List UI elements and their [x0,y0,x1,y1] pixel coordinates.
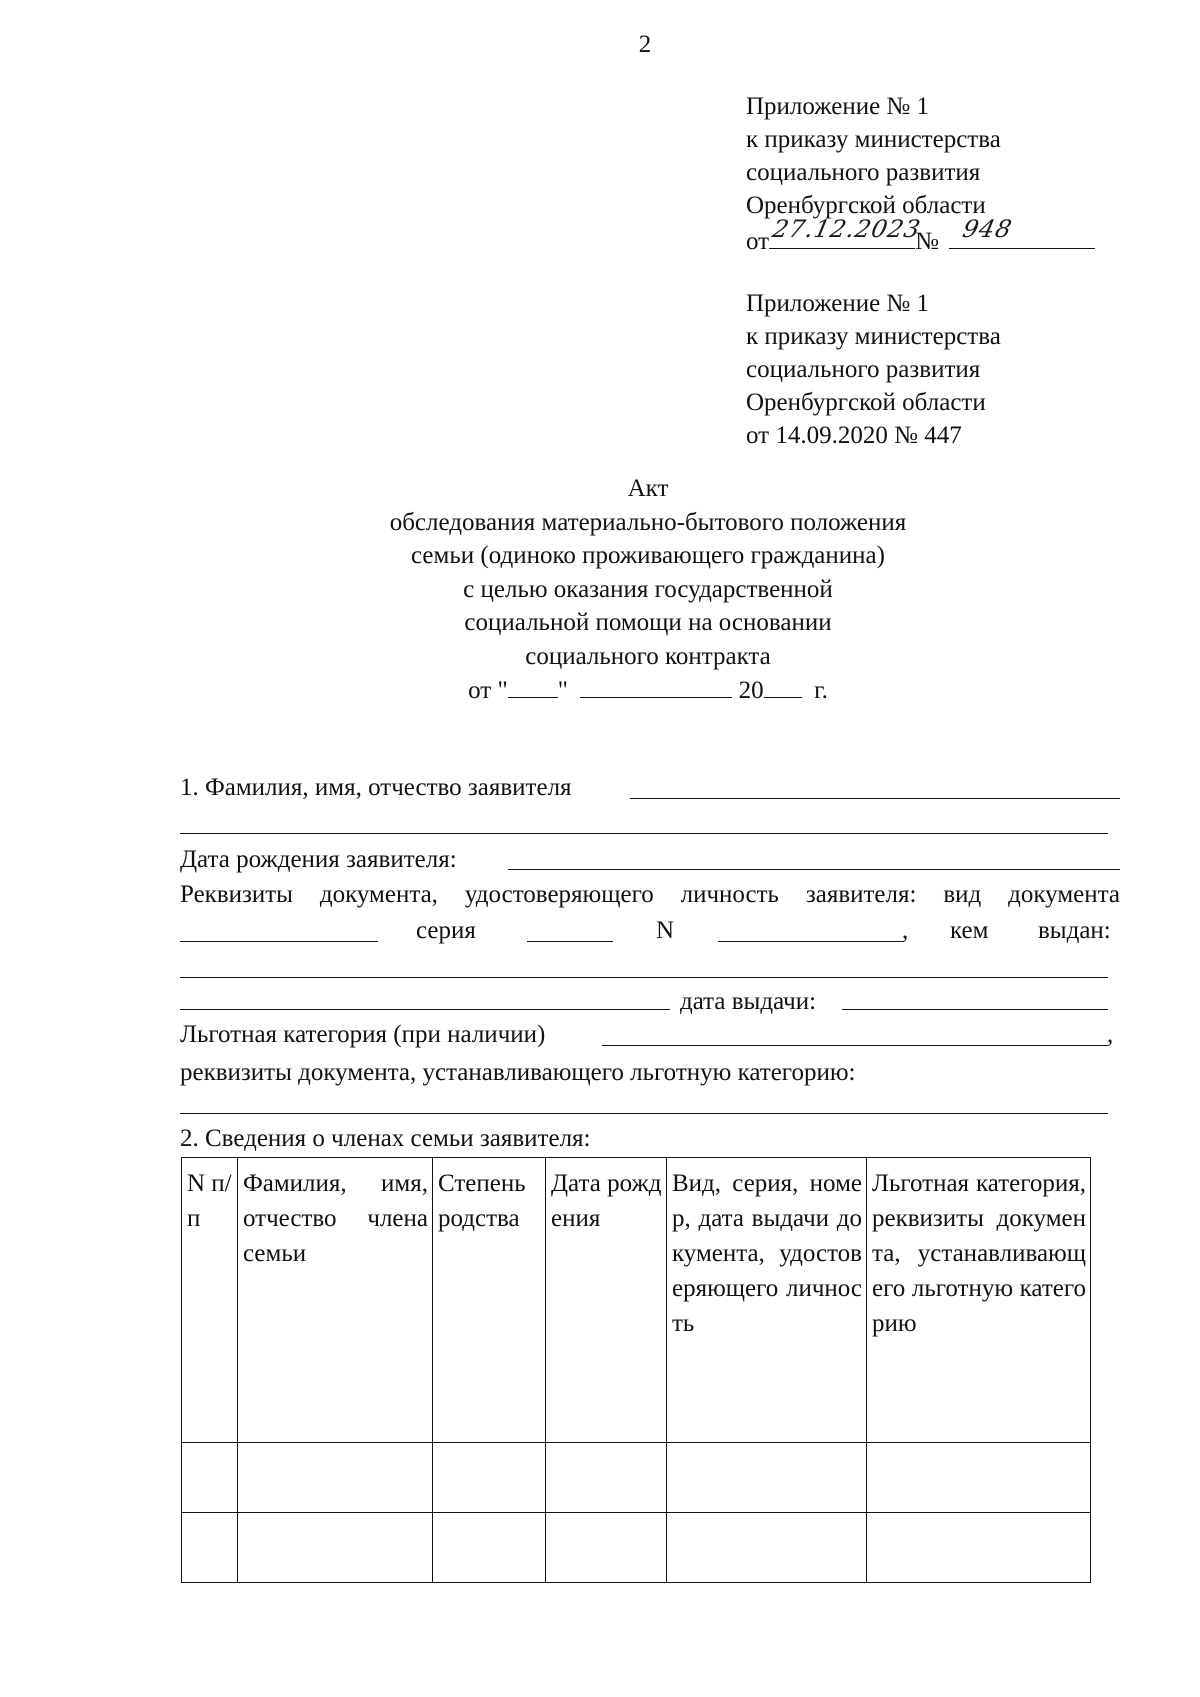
table-header-row [182,1158,1091,1443]
series-label: серия [416,917,476,944]
month-blank[interactable] [580,673,732,698]
issued-by-blank-2[interactable] [180,1009,670,1010]
fio-blank-2[interactable] [180,833,1108,834]
issued-by-blank[interactable] [180,977,1108,978]
title-line4: с целью оказания государственной [463,575,833,603]
handwritten-number: 948 [960,215,1015,243]
appendix-new-line3: социального развития [746,159,981,186]
appendix-old-line3: социального развития [746,356,981,383]
doc-label-w7: документа [1008,881,1120,908]
date-from-label: от " [468,677,508,704]
fio-blank[interactable] [630,798,1120,799]
benefit-blank[interactable] [602,1045,1108,1046]
title-line1: Акт [627,475,669,502]
doc-number-comma: , [902,917,909,944]
benefit-label: Льготная категория (при наличии) [180,1021,546,1048]
doc-number-blank[interactable] [718,941,904,942]
issue-date-label: дата выдачи: [680,988,817,1015]
appendix-old-line4: Оренбургской области [746,389,986,416]
title-line2: обследования материально-бытового положения [389,508,907,536]
page-number: 2 [638,31,652,58]
series-blank[interactable] [527,941,613,942]
table-row [182,1513,1091,1583]
appendix-old-line1: Приложение № 1 [746,290,930,317]
doc-type-blank[interactable] [180,941,378,942]
appendix-old-order [746,287,1001,452]
col-header-birth-date: Дата рождения [546,1158,667,1443]
number-label: N [656,917,675,944]
table-cell[interactable] [546,1513,667,1583]
issued-by-label-2: выдан: [1038,917,1111,944]
birth-date-label: Дата рождения заявителя: [180,846,457,873]
issue-date-blank[interactable] [842,1009,1108,1010]
col-header-benefit: Льготная категория, реквизиты документа, устанавливающего льготную категорию [867,1158,1091,1443]
doc-label-w5: заявителя: [805,881,917,908]
table-cell[interactable] [238,1443,433,1513]
family-members-table [181,1157,1091,1583]
appendix-new-order [746,90,1095,258]
number-sign: № [915,228,939,255]
col-header-number: N п/п [182,1158,238,1443]
appendix-new-line2: к приказу министерства [746,126,1001,153]
doc-label-w6: вид [943,881,982,908]
family-section-label: 2. Сведения о членах семьи заявителя: [180,1125,591,1152]
table-cell[interactable] [182,1443,238,1513]
doc-label-row [180,878,1120,911]
date-quote: " [557,677,568,704]
table-cell[interactable] [667,1443,867,1513]
year-blank[interactable] [764,673,802,698]
col-header-relation: Степень родства [433,1158,546,1443]
doc-label-w2: документа, [319,881,438,908]
table-cell[interactable] [546,1443,667,1513]
appendix-new-line1: Приложение № 1 [746,93,930,120]
title-line3: семьи (одиноко проживающего гражданина) [411,542,885,569]
benefit-doc-blank[interactable] [180,1113,1108,1114]
benefit-comma: , [1107,1021,1114,1048]
birth-date-blank[interactable] [508,869,1120,870]
table-cell[interactable] [667,1513,867,1583]
doc-label-w4: личность [680,881,779,908]
table-cell[interactable] [238,1513,433,1583]
title-date-line [0,673,1200,708]
col-header-id-document: Вид, серия, номер, дата выдачи документа, удостоверяющего личность [667,1158,867,1443]
title-line5: социальной помощи на основании [464,609,832,636]
year-suffix: г. [814,677,828,704]
year-prefix: 20 [738,677,764,704]
appendix-new-line4: Оренбургской области [746,192,986,219]
table-cell[interactable] [182,1513,238,1583]
fio-label: 1. Фамилия, имя, отчество заявителя [180,774,572,801]
benefit-doc-label: реквизиты документа, устанавливающего льготную категорию: [180,1059,856,1086]
table-cell[interactable] [433,1443,546,1513]
appendix-old-line2: к приказу министерства [746,323,1001,350]
handwritten-date-field [769,215,924,249]
title-line6: социального контракта [525,642,771,670]
col-header-fio: Фамилия, имя, отчество члена семьи [238,1158,433,1443]
issued-by-label: кем [950,917,989,944]
doc-label-w3: удостоверяющего [464,881,654,908]
day-blank[interactable] [508,673,558,698]
document-title [0,472,1200,708]
appendix-old-line5: от 14.09.2020 № 447 [746,422,962,449]
handwritten-date: 27.12.2023 [770,215,924,243]
appendix-new-date-line [746,215,1095,258]
table-cell[interactable] [867,1513,1091,1583]
table-cell[interactable] [867,1443,1091,1513]
handwritten-number-field [949,215,1095,249]
table-row [182,1443,1091,1513]
doc-label-w1: Реквизиты [180,881,293,908]
table-cell[interactable] [433,1513,546,1583]
date-prefix: от [746,228,770,255]
